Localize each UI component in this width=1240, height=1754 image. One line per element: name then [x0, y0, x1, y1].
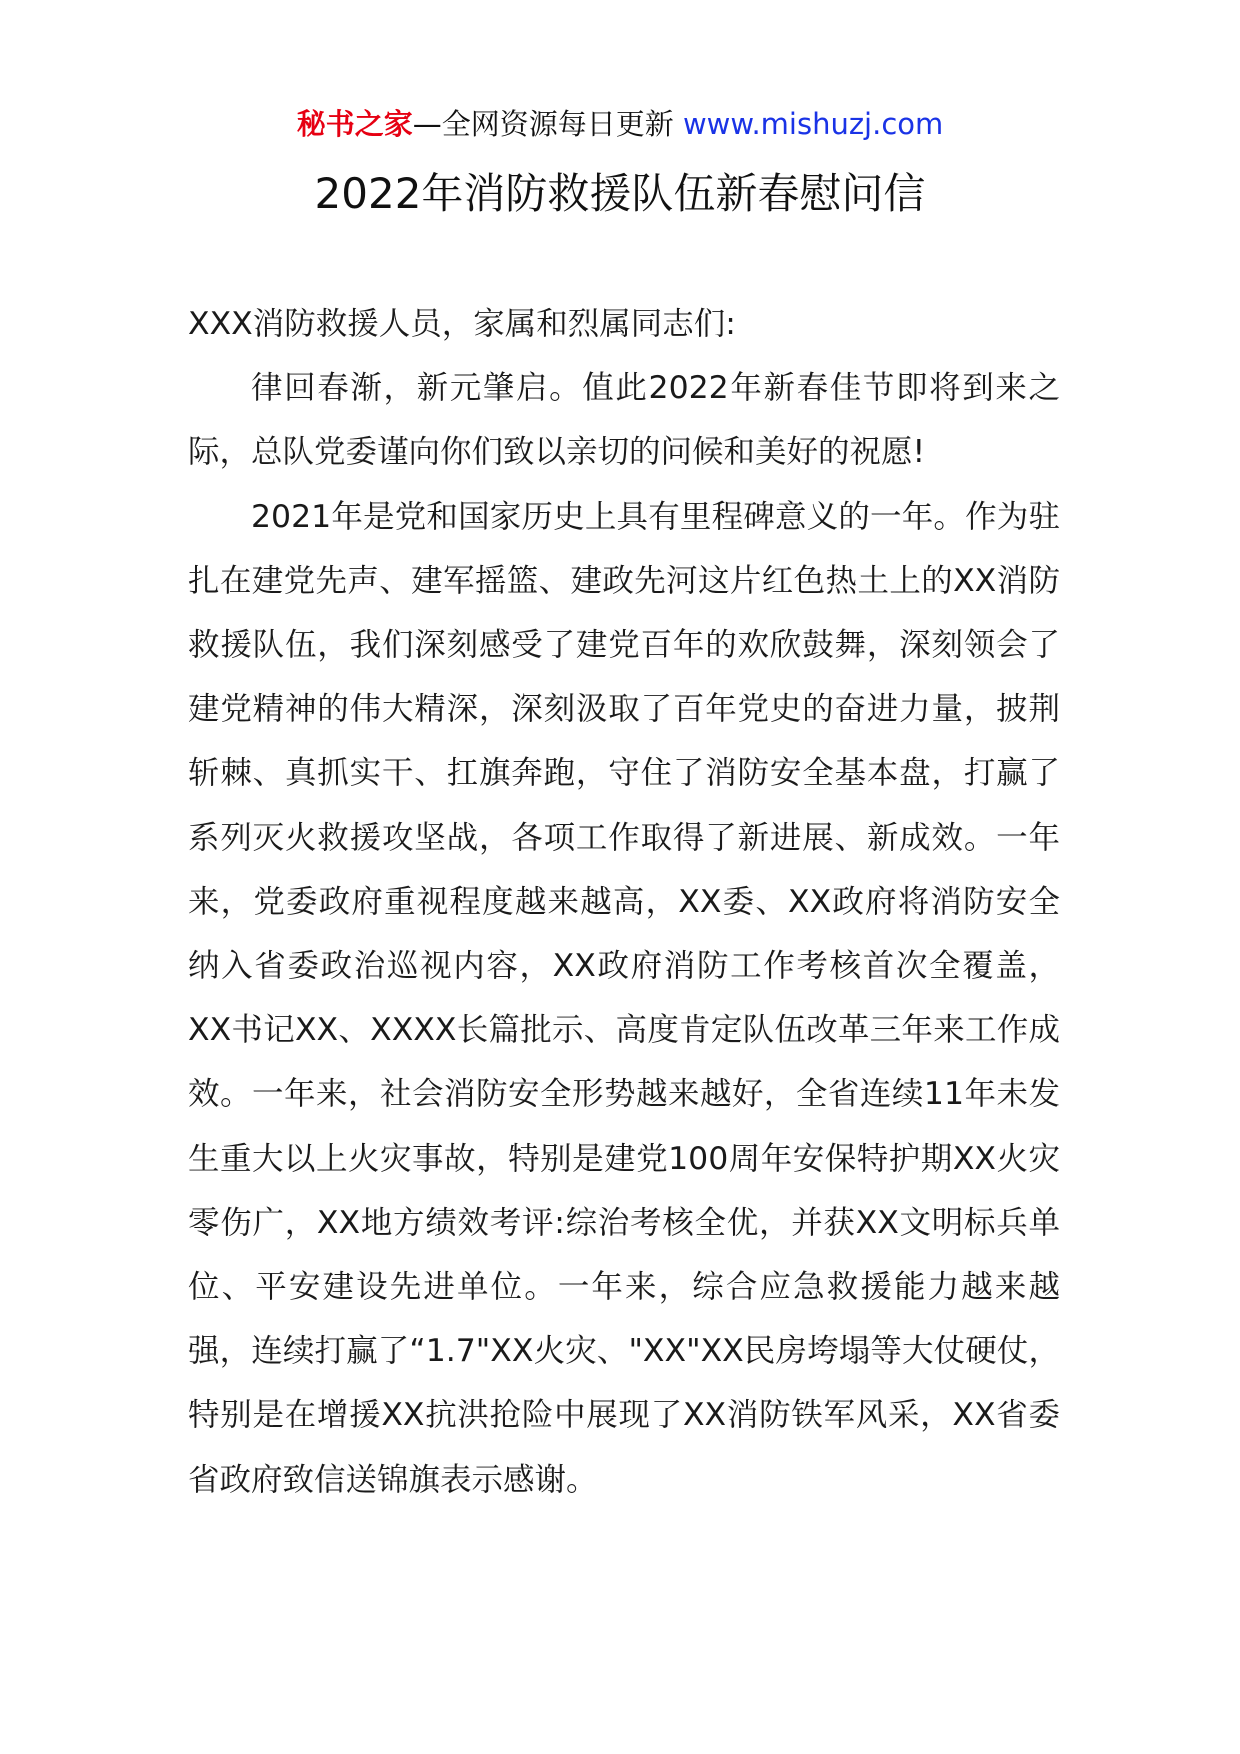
salutation: XXX消防救援人员，家属和烈属同志们: — [188, 306, 736, 342]
paragraph: 2021年是党和国家历史上具有里程碑意义的一年。作为驻扎在建党先声、建军摇篮、建政先河这片红色热土上的XX消防救援队伍，我们深刻感受了建党百年的欢欣鼓舞，深刻领会了建党精神的伟大精深，深刻汲取了百年党史的奋进力量，披荆斩棘、真抓实干、扛旗奔跑，守住了消防安全基本盘，打赢了系列灭火救援攻坚战，各项工作取得了新进展、新成效。一年来，党委政府重视程度越来越高，XX委、XX政府将消防安全纳入省委政治巡视内容，XX政府消防工作考核首次全覆盖，XX书记XX、XXXX长篇批示、高度肯定队伍改革三年来工作成效。一年来，社会消防安全形势越来越好，全省连续11年未发生重大以上火灾事故，特别是建党100周年安保特护期XX火灾零伤广，XX地方绩效考评:综治考核全优，并获XX文明标兵单位、平安建设先进单位。一年来，综合应急救援能力越来越强，连续打赢了“1.7"XX火灾、"XX"XX民房垮塌等大仗硬仗，特别是在增援XX抗洪抢险中展现了XX消防铁军风采，XX省委省政府致信送锦旗表示感谢。 — [188, 498, 1060, 1498]
brand-name: 秘书之家 — [296, 107, 413, 141]
site-header — [0, 104, 1240, 144]
paragraph: 律回春渐，新元肇启。值此2022年新春佳节即将到来之际，总队党委谨向你们致以亲切的问候和美好的祝愿! — [188, 370, 1060, 471]
site-link[interactable]: www.mishuzj.com — [682, 107, 944, 141]
letter-body — [188, 292, 1060, 1512]
header-tagline: —全网资源每日更新 — [412, 107, 683, 141]
document-title: 2022年消防救援队伍新春慰问信 — [314, 169, 926, 218]
